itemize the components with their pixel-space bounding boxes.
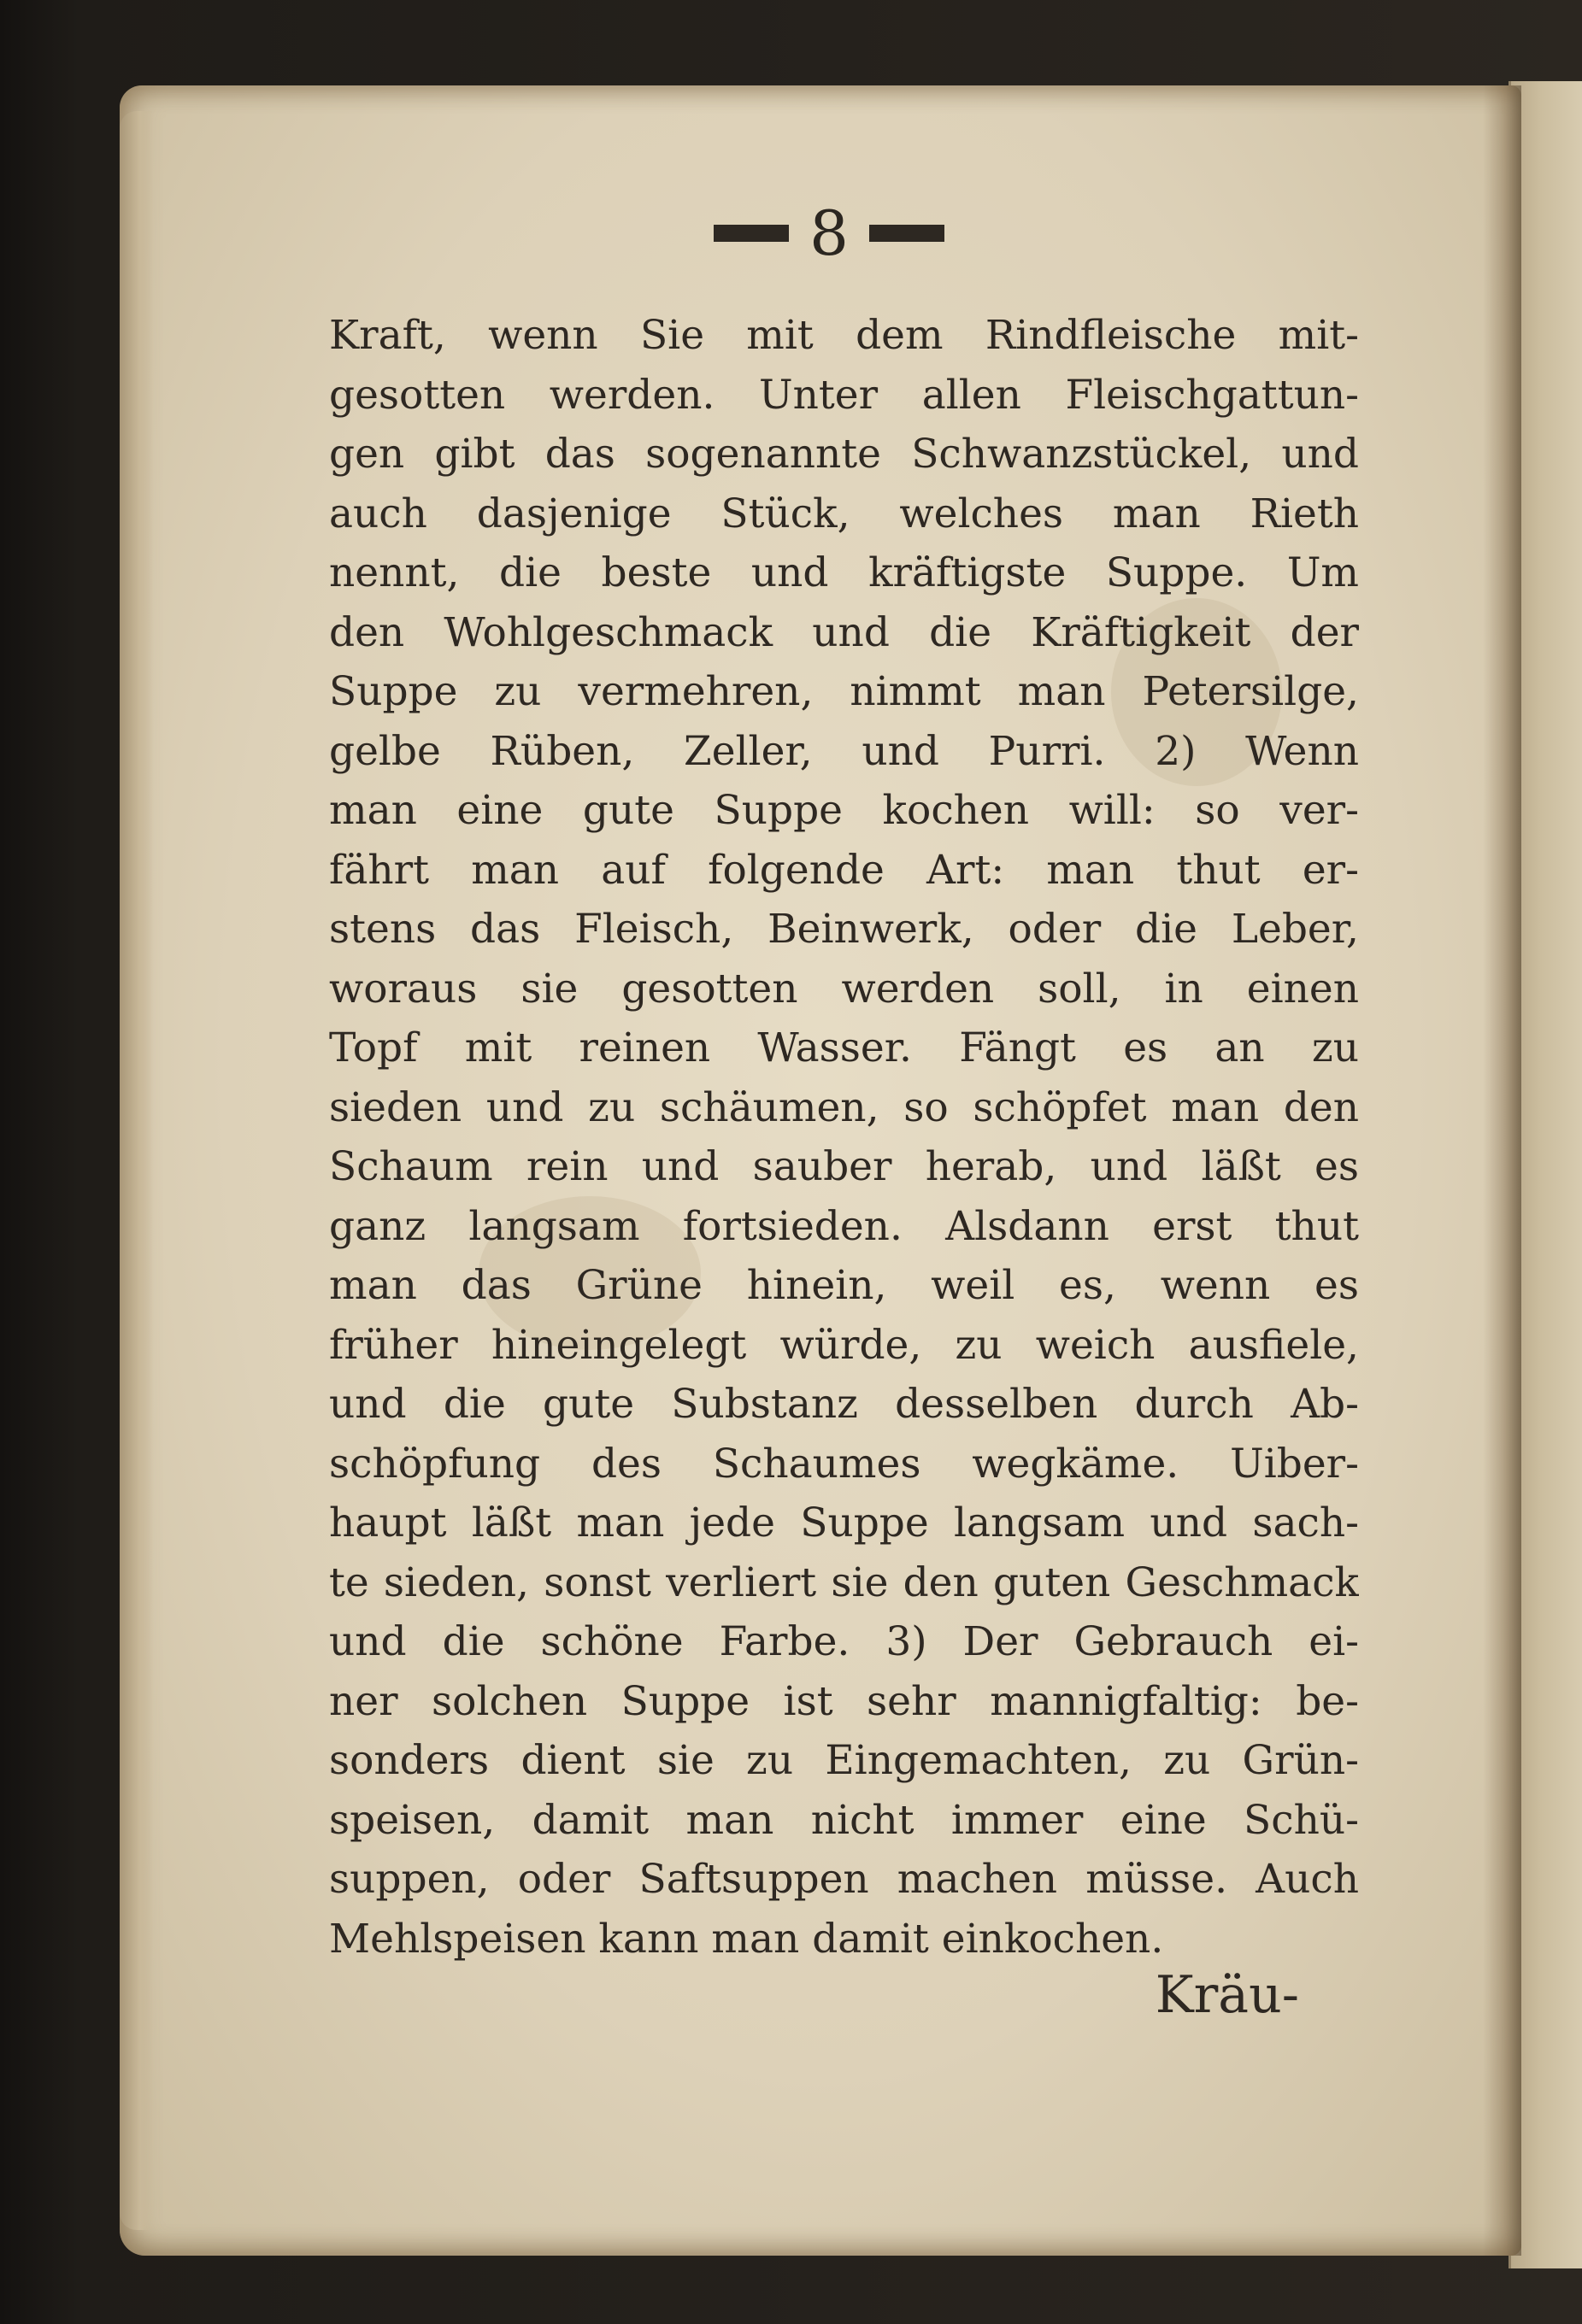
text-line: gesotten werden. Unter allen Fleischgattun- — [329, 371, 1359, 419]
text-line: Kraft, wenn Sie mit dem Rindfleische mit- — [329, 312, 1359, 359]
text-line: ganz langsam fortsieden. Alsdann erst thut — [329, 1202, 1359, 1250]
text-line: Schaum rein und sauber herab, und läßt es — [329, 1143, 1359, 1190]
text-line: den Wohlgeschmack und die Kräftigkeit der — [329, 608, 1359, 656]
header-rule-right — [869, 225, 944, 242]
header-rule-left — [714, 225, 789, 242]
text-line: woraus sie gesotten werden soll, in einen — [329, 965, 1359, 1012]
page-number: 8 — [809, 197, 849, 269]
text-line: man das Grüne hinein, weil es, wenn es — [329, 1262, 1359, 1309]
text-line: speisen, damit man nicht immer eine Schü- — [329, 1796, 1359, 1844]
text-line: nennt, die beste und kräftigste Suppe. Um — [329, 549, 1359, 596]
catchword: Kräu- — [1155, 1965, 1299, 2025]
text-line: Suppe zu vermehren, nimmt man Petersilge, — [329, 668, 1359, 715]
text-line: fährt man auf folgende Art: man thut er- — [329, 846, 1359, 894]
text-line: gen gibt das sogenannte Schwanzstückel, und — [329, 431, 1359, 478]
page-header — [667, 195, 991, 272]
page-gutter — [1483, 85, 1521, 2256]
text-line: sieden und zu schäumen, so schöpfet man den — [329, 1083, 1359, 1131]
text-line: schöpfung des Schaumes wegkäme. Uiber- — [329, 1440, 1359, 1488]
text-line: und die gute Substanz desselben durch Ab- — [329, 1381, 1359, 1428]
text-line: früher hineingelegt würde, zu weich ausfiele, — [329, 1321, 1359, 1369]
text-line: sonders dient sie zu Eingemachten, zu Grün- — [329, 1737, 1359, 1784]
body-text — [329, 306, 1359, 1969]
text-line: auch dasjenige Stück, welches man Rieth — [329, 490, 1359, 537]
text-line: gelbe Rüben, Zeller, und Purri. 2) Wenn — [329, 727, 1359, 775]
text-line: und die schöne Farbe. 3) Der Gebrauch ei- — [329, 1618, 1359, 1665]
text-line: Topf mit reinen Wasser. Fängt es an zu — [329, 1024, 1359, 1071]
text-line: haupt läßt man jede Suppe langsam und sach- — [329, 1499, 1359, 1546]
text-line: ner solchen Suppe ist sehr mannigfaltig: be- — [329, 1677, 1359, 1725]
text-line: Mehlspeisen kann man damit einkochen. — [329, 1915, 1164, 1963]
text-line: stens das Fleisch, Beinwerk, oder die Leber, — [329, 906, 1359, 953]
page-left-edge — [120, 111, 154, 2230]
text-line: te sieden, sonst verliert sie den guten Geschmack — [329, 1558, 1359, 1606]
text-line: man eine gute Suppe kochen will: so ver- — [329, 787, 1359, 834]
text-line: suppen, oder Saftsuppen machen müsse. Auch — [329, 1856, 1359, 1903]
